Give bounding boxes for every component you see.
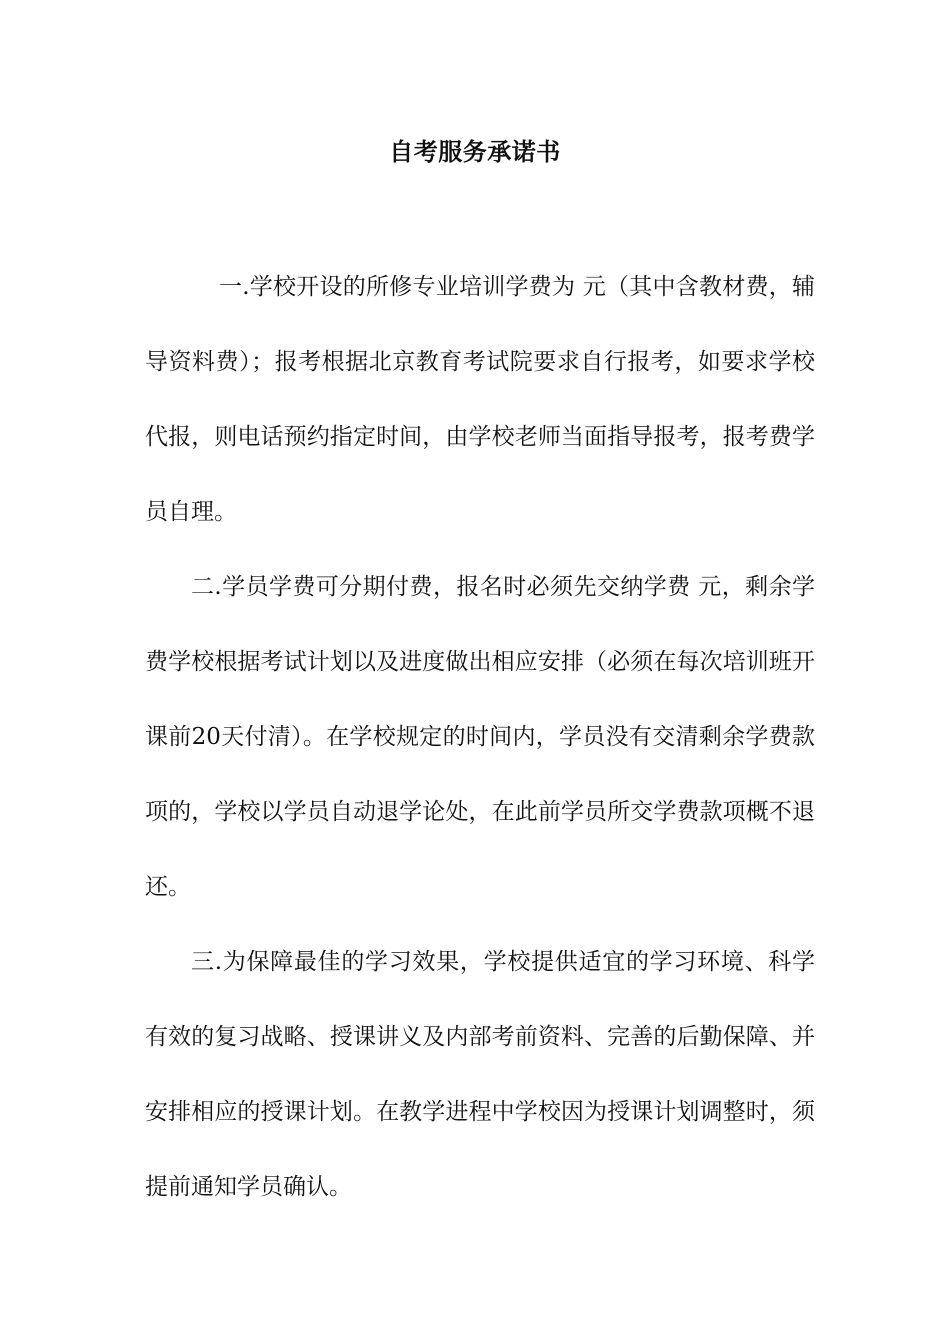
document-title: 自考服务承诺书 <box>389 137 561 166</box>
paragraph-3: 三.为保障最佳的学习效果，学校提供适宜的学习环境、科学有效的复习战略、授课讲义及内部考前资料、完善的后勤保障、并安排相应的授课计划。在教学进程中学校因为授课计划调整时，须提前通知学员确认。 <box>145 949 815 1200</box>
paragraph-2: 二.学员学费可分期付费，报名时必须先交纳学费 元，剩余学费学校根据考试计划以及进度做出相应安排（必须在每次培训班开课前20天付清）。在学校规定的时间内，学员没有交清剩余学费款项的，学校以学员自动退学论处，在此前学员所交学费款项概不退还。 <box>145 574 815 900</box>
paragraph-1: 一.学校开设的所修专业培训学费为 元（其中含教材费，辅导资料费）；报考根据北京教育考试院要求自行报考，如要求学校代报，则电话预约指定时间，由学校老师当面指导报考，报考费学员自理。 <box>145 274 815 525</box>
document-body <box>145 250 815 1225</box>
